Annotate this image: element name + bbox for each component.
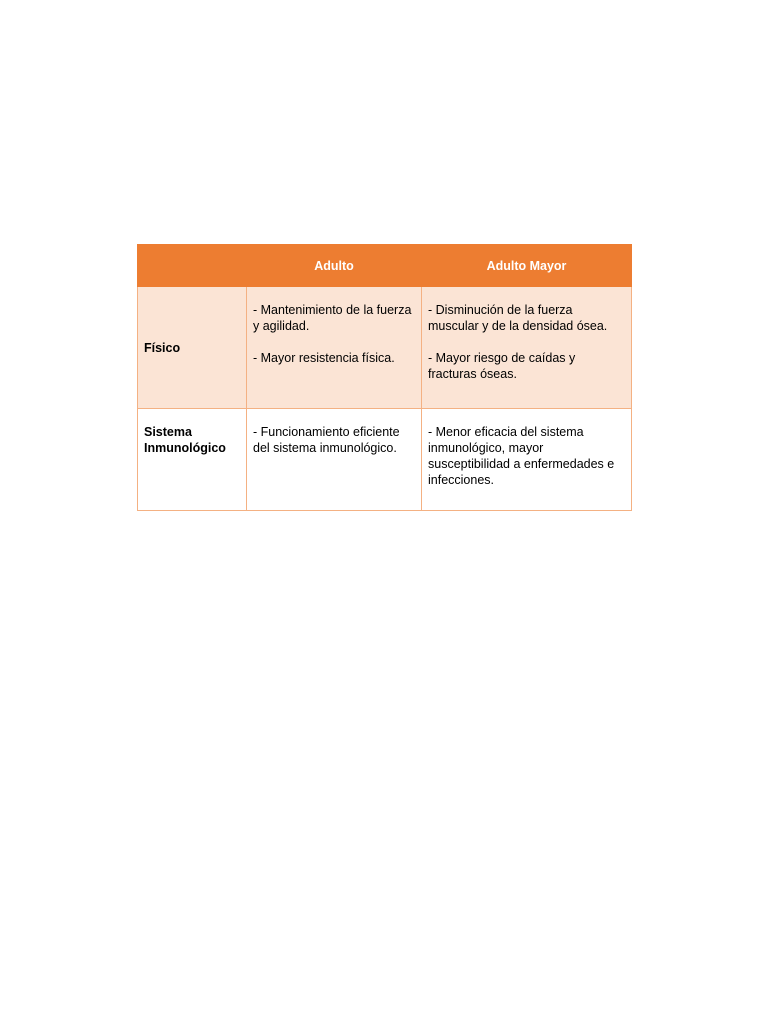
comparison-table	[137, 244, 632, 511]
table-row-sistema-inmunologico	[138, 409, 632, 511]
cell-text: - Funcionamiento eficiente del sistema inmunológico.	[253, 425, 400, 455]
header-empty-cell	[138, 245, 247, 287]
cell-text: - Mantenimiento de la fuerza y agilidad.	[253, 303, 412, 333]
header-adulto-mayor: Adulto Mayor	[422, 245, 632, 287]
cell-text: - Mayor resistencia física.	[253, 351, 395, 365]
cell-text: - Mayor riesgo de caídas y fracturas óseas.	[428, 351, 576, 381]
table-header-row	[138, 245, 632, 287]
cell-inmuno-adulto	[247, 409, 422, 511]
row-label-fisico: Físico	[138, 287, 247, 409]
row-label-sistema-inmunologico: Sistema Inmunológico	[138, 409, 247, 511]
cell-fisico-adulto-mayor	[422, 287, 632, 409]
cell-text: - Menor eficacia del sistema inmunológico, mayor susceptibilidad a enfermedades e infecciones.	[428, 425, 615, 487]
cell-text: - Disminución de la fuerza muscular y de la densidad ósea.	[428, 303, 608, 333]
cell-inmuno-adulto-mayor	[422, 409, 632, 511]
cell-fisico-adulto	[247, 287, 422, 409]
table-row-fisico	[138, 287, 632, 409]
header-adulto: Adulto	[247, 245, 422, 287]
